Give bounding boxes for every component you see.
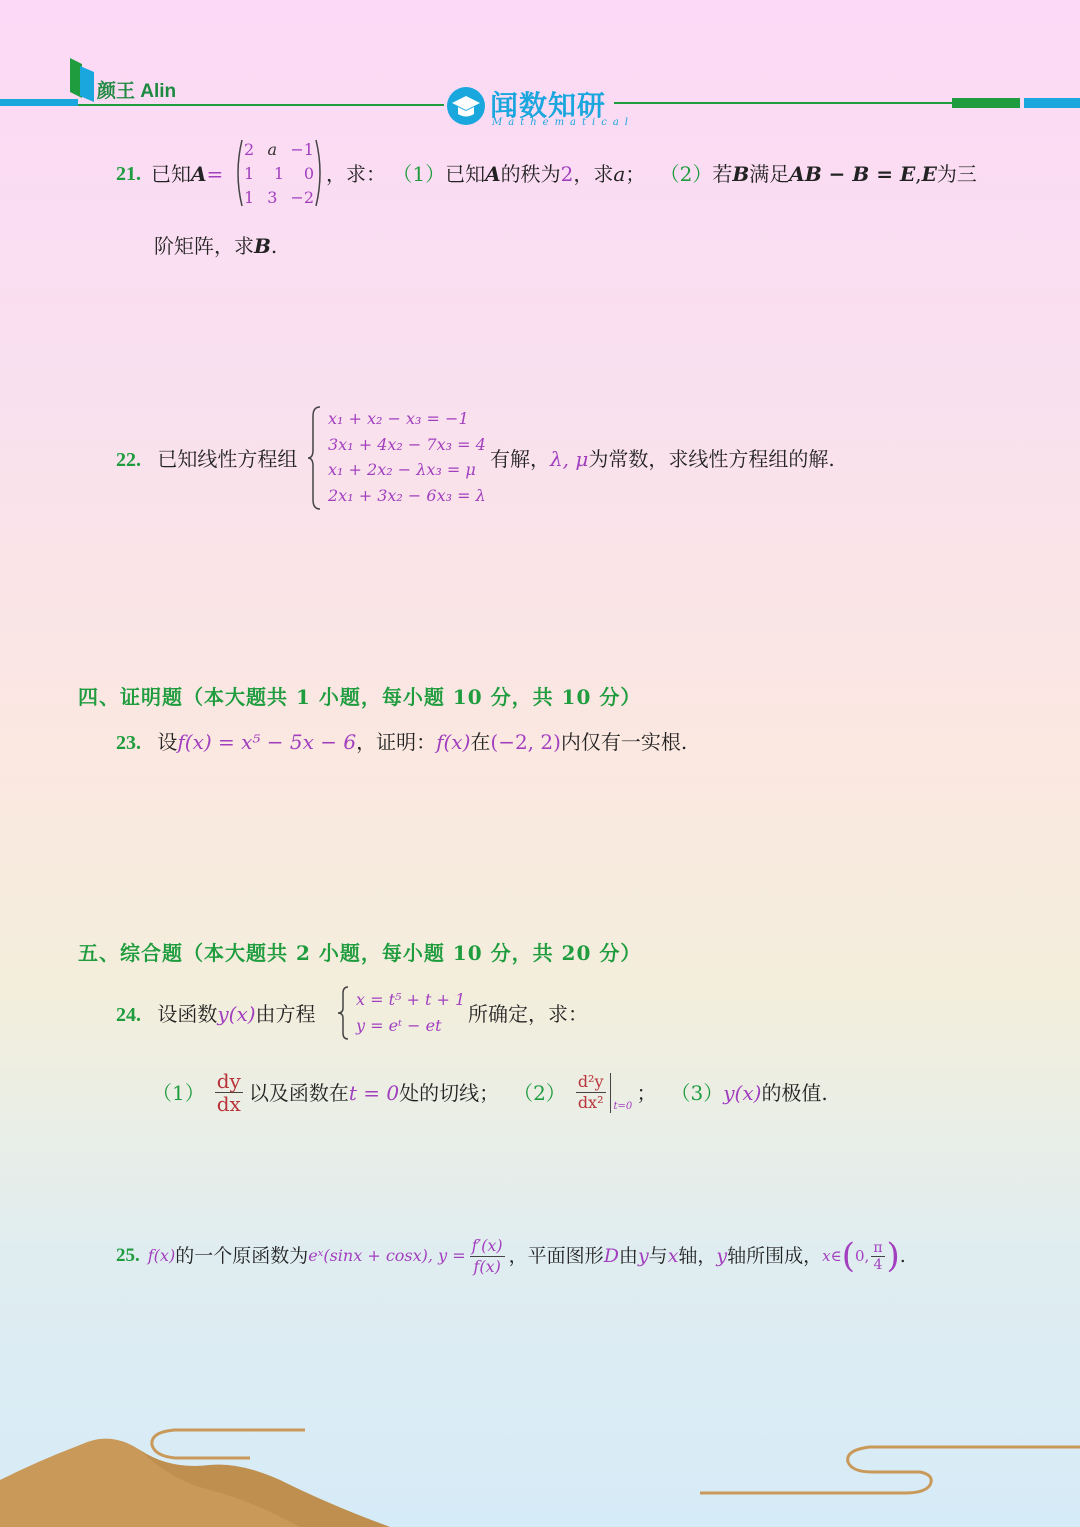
matrix-A-ref: A xyxy=(485,162,501,186)
equation-line: x₁ + 2x₂ − λx₃ = μ xyxy=(328,460,476,479)
equation-system xyxy=(328,406,486,508)
brand-center: 闻数知研 xyxy=(490,90,607,121)
q23-lead: 设 xyxy=(157,730,178,754)
denominator: 4 xyxy=(873,1256,883,1273)
header-line-right xyxy=(614,102,954,104)
equation-line: x₁ + x₂ − x₃ = −1 xyxy=(328,409,469,428)
function-ref: f(x) xyxy=(147,1246,176,1265)
equation-line: x = t⁵ + t + 1 xyxy=(356,990,466,1009)
q25-text: 与 xyxy=(648,1245,668,1267)
q24-text: 处的切线； xyxy=(399,1080,500,1105)
matrix-E: E xyxy=(921,162,937,186)
q24-text: 以及函数在 xyxy=(248,1080,349,1105)
parametric-equations xyxy=(356,987,465,1039)
q25-text: 轴， xyxy=(678,1245,717,1267)
denominator: dx² xyxy=(577,1093,604,1112)
left-paren: ( xyxy=(841,1236,856,1276)
var-y: y xyxy=(637,1245,649,1267)
q22-text: 为常数，求线性方程组的解. xyxy=(588,447,835,471)
right-paren: ) xyxy=(886,1236,900,1276)
equation-line: 2x₁ + 3x₂ − 6x₃ = λ xyxy=(328,485,486,505)
q21-p1-end: ； xyxy=(625,162,646,186)
function-def: f(x) = x⁵ − 5x − 6 xyxy=(177,730,357,754)
question-number: 22. xyxy=(116,449,141,471)
brand-sub: Mathematical xyxy=(492,117,634,128)
part-label: （2） xyxy=(513,1080,566,1105)
brand-left: 颜王 Alin xyxy=(97,81,177,102)
left-brace-icon xyxy=(338,986,350,1040)
q22-text: 有解， xyxy=(490,447,550,471)
section-5-title: 五、综合题（本大题共 2 小题，每小题 10 分，共 20 分） xyxy=(78,941,642,965)
var-y: y xyxy=(716,1245,728,1267)
right-blue-bar xyxy=(1024,98,1080,108)
y-of-x: y(x) xyxy=(723,1080,762,1105)
q21-p1-text: 的秩为 xyxy=(500,162,561,186)
y-of-x: y(x) xyxy=(217,1002,256,1026)
denominator: f(x) xyxy=(473,1256,501,1276)
question-23 xyxy=(116,730,687,755)
q23-text: 在 xyxy=(470,730,491,754)
section-4-title: 四、证明题（本大题共 1 小题，每小题 10 分，共 10 分） xyxy=(78,685,642,709)
matrix-row: 1 3 −2 xyxy=(244,188,314,207)
var-a: a xyxy=(613,162,626,186)
left-brace-icon xyxy=(308,406,322,510)
eval-subscript: t=0 xyxy=(613,1100,633,1112)
equation-line: y = eᵗ − et xyxy=(356,1016,442,1035)
q23-text: ，证明： xyxy=(356,730,437,754)
rank-value: 2 xyxy=(560,162,574,186)
range-start: 0, xyxy=(855,1247,870,1265)
fraction-dy-dx xyxy=(215,1070,243,1115)
decorative-mountain xyxy=(0,1420,1080,1527)
denominator: dx xyxy=(216,1092,241,1116)
matrix-row: 1 1 0 xyxy=(244,164,314,183)
question-number: 21. xyxy=(116,163,141,185)
x-in: x∈ xyxy=(822,1247,842,1265)
region-D: D xyxy=(603,1245,619,1267)
matrix-row: 2 a −1 xyxy=(244,140,314,159)
question-number: 24. xyxy=(116,1004,141,1026)
period: . xyxy=(899,1245,906,1267)
q24-lead: 设函数 xyxy=(157,1002,218,1026)
matrix-equation: AB − B = E xyxy=(789,162,916,186)
q21-lead: 已知 xyxy=(151,162,191,186)
fraction-d2y-dx2 xyxy=(576,1072,606,1113)
part-label: （1） xyxy=(152,1080,205,1105)
right-green-bar xyxy=(952,98,1020,108)
header xyxy=(0,0,1080,140)
numerator: dy xyxy=(216,1069,241,1093)
q25-text: 由 xyxy=(618,1245,638,1267)
comma: , xyxy=(915,162,922,186)
question-number: 23. xyxy=(116,732,141,754)
q25-text: 的一个原函数为 xyxy=(175,1245,309,1267)
matrix-B-ref: B xyxy=(254,234,271,258)
left-blue-bar xyxy=(0,99,78,106)
antiderivative: eˣ(sinx + cosx), y = xyxy=(308,1246,466,1265)
q25-text: ，平面图形 xyxy=(508,1245,604,1267)
equals-sign: = xyxy=(206,162,224,186)
q21-p1-text: ，求 xyxy=(573,162,614,186)
logo-icon xyxy=(70,58,94,102)
q24-p2-end: ； xyxy=(636,1080,657,1105)
part-label: （1） xyxy=(392,162,446,186)
q22-lead: 已知线性方程组 xyxy=(157,447,298,471)
q21-p2-text: 满足 xyxy=(749,162,790,186)
q21-p1-text: 已知 xyxy=(445,162,486,186)
matrix-A xyxy=(234,138,324,208)
question-25 xyxy=(116,1232,906,1280)
var-x: x xyxy=(667,1245,679,1267)
q23-text: 内仅有一实根. xyxy=(560,730,688,754)
question-22 xyxy=(116,404,1046,514)
graduation-cap-icon xyxy=(446,86,486,126)
matrix-A-name: A xyxy=(191,162,207,186)
function-ref: f(x) xyxy=(436,730,471,754)
t-equals-zero: t = 0 xyxy=(348,1080,400,1105)
q24-text: 由方程 xyxy=(255,1002,316,1026)
numerator: f′(x) xyxy=(471,1235,503,1255)
eval-bar xyxy=(610,1073,637,1113)
part-label: （3） xyxy=(670,1080,724,1105)
q21-line2: 阶矩阵，求 xyxy=(154,234,254,258)
interval: (−2, 2) xyxy=(490,730,561,754)
numerator: d²y xyxy=(577,1072,604,1091)
q25-text: 轴所围成， xyxy=(727,1245,823,1267)
q24-text: 所确定，求： xyxy=(468,1002,588,1026)
q24-text: 的极值. xyxy=(761,1080,828,1105)
q21-p2-text: 为三 xyxy=(936,162,977,186)
fraction-fprime-f xyxy=(470,1236,505,1277)
matrix-B: B xyxy=(732,162,750,186)
part-label: （2） xyxy=(659,162,713,186)
equation-line: 3x₁ + 4x₂ − 7x₃ = 4 xyxy=(328,434,486,454)
question-number: 25. xyxy=(116,1245,140,1266)
q21-p2-text: 若 xyxy=(712,162,733,186)
header-line-left xyxy=(78,104,444,106)
q21-text1: ，求： xyxy=(326,162,386,186)
period: . xyxy=(270,234,278,258)
numerator: π xyxy=(873,1239,883,1256)
fraction-pi-4 xyxy=(871,1240,884,1273)
question-24 xyxy=(116,984,1046,1124)
params: λ, μ xyxy=(550,447,589,471)
